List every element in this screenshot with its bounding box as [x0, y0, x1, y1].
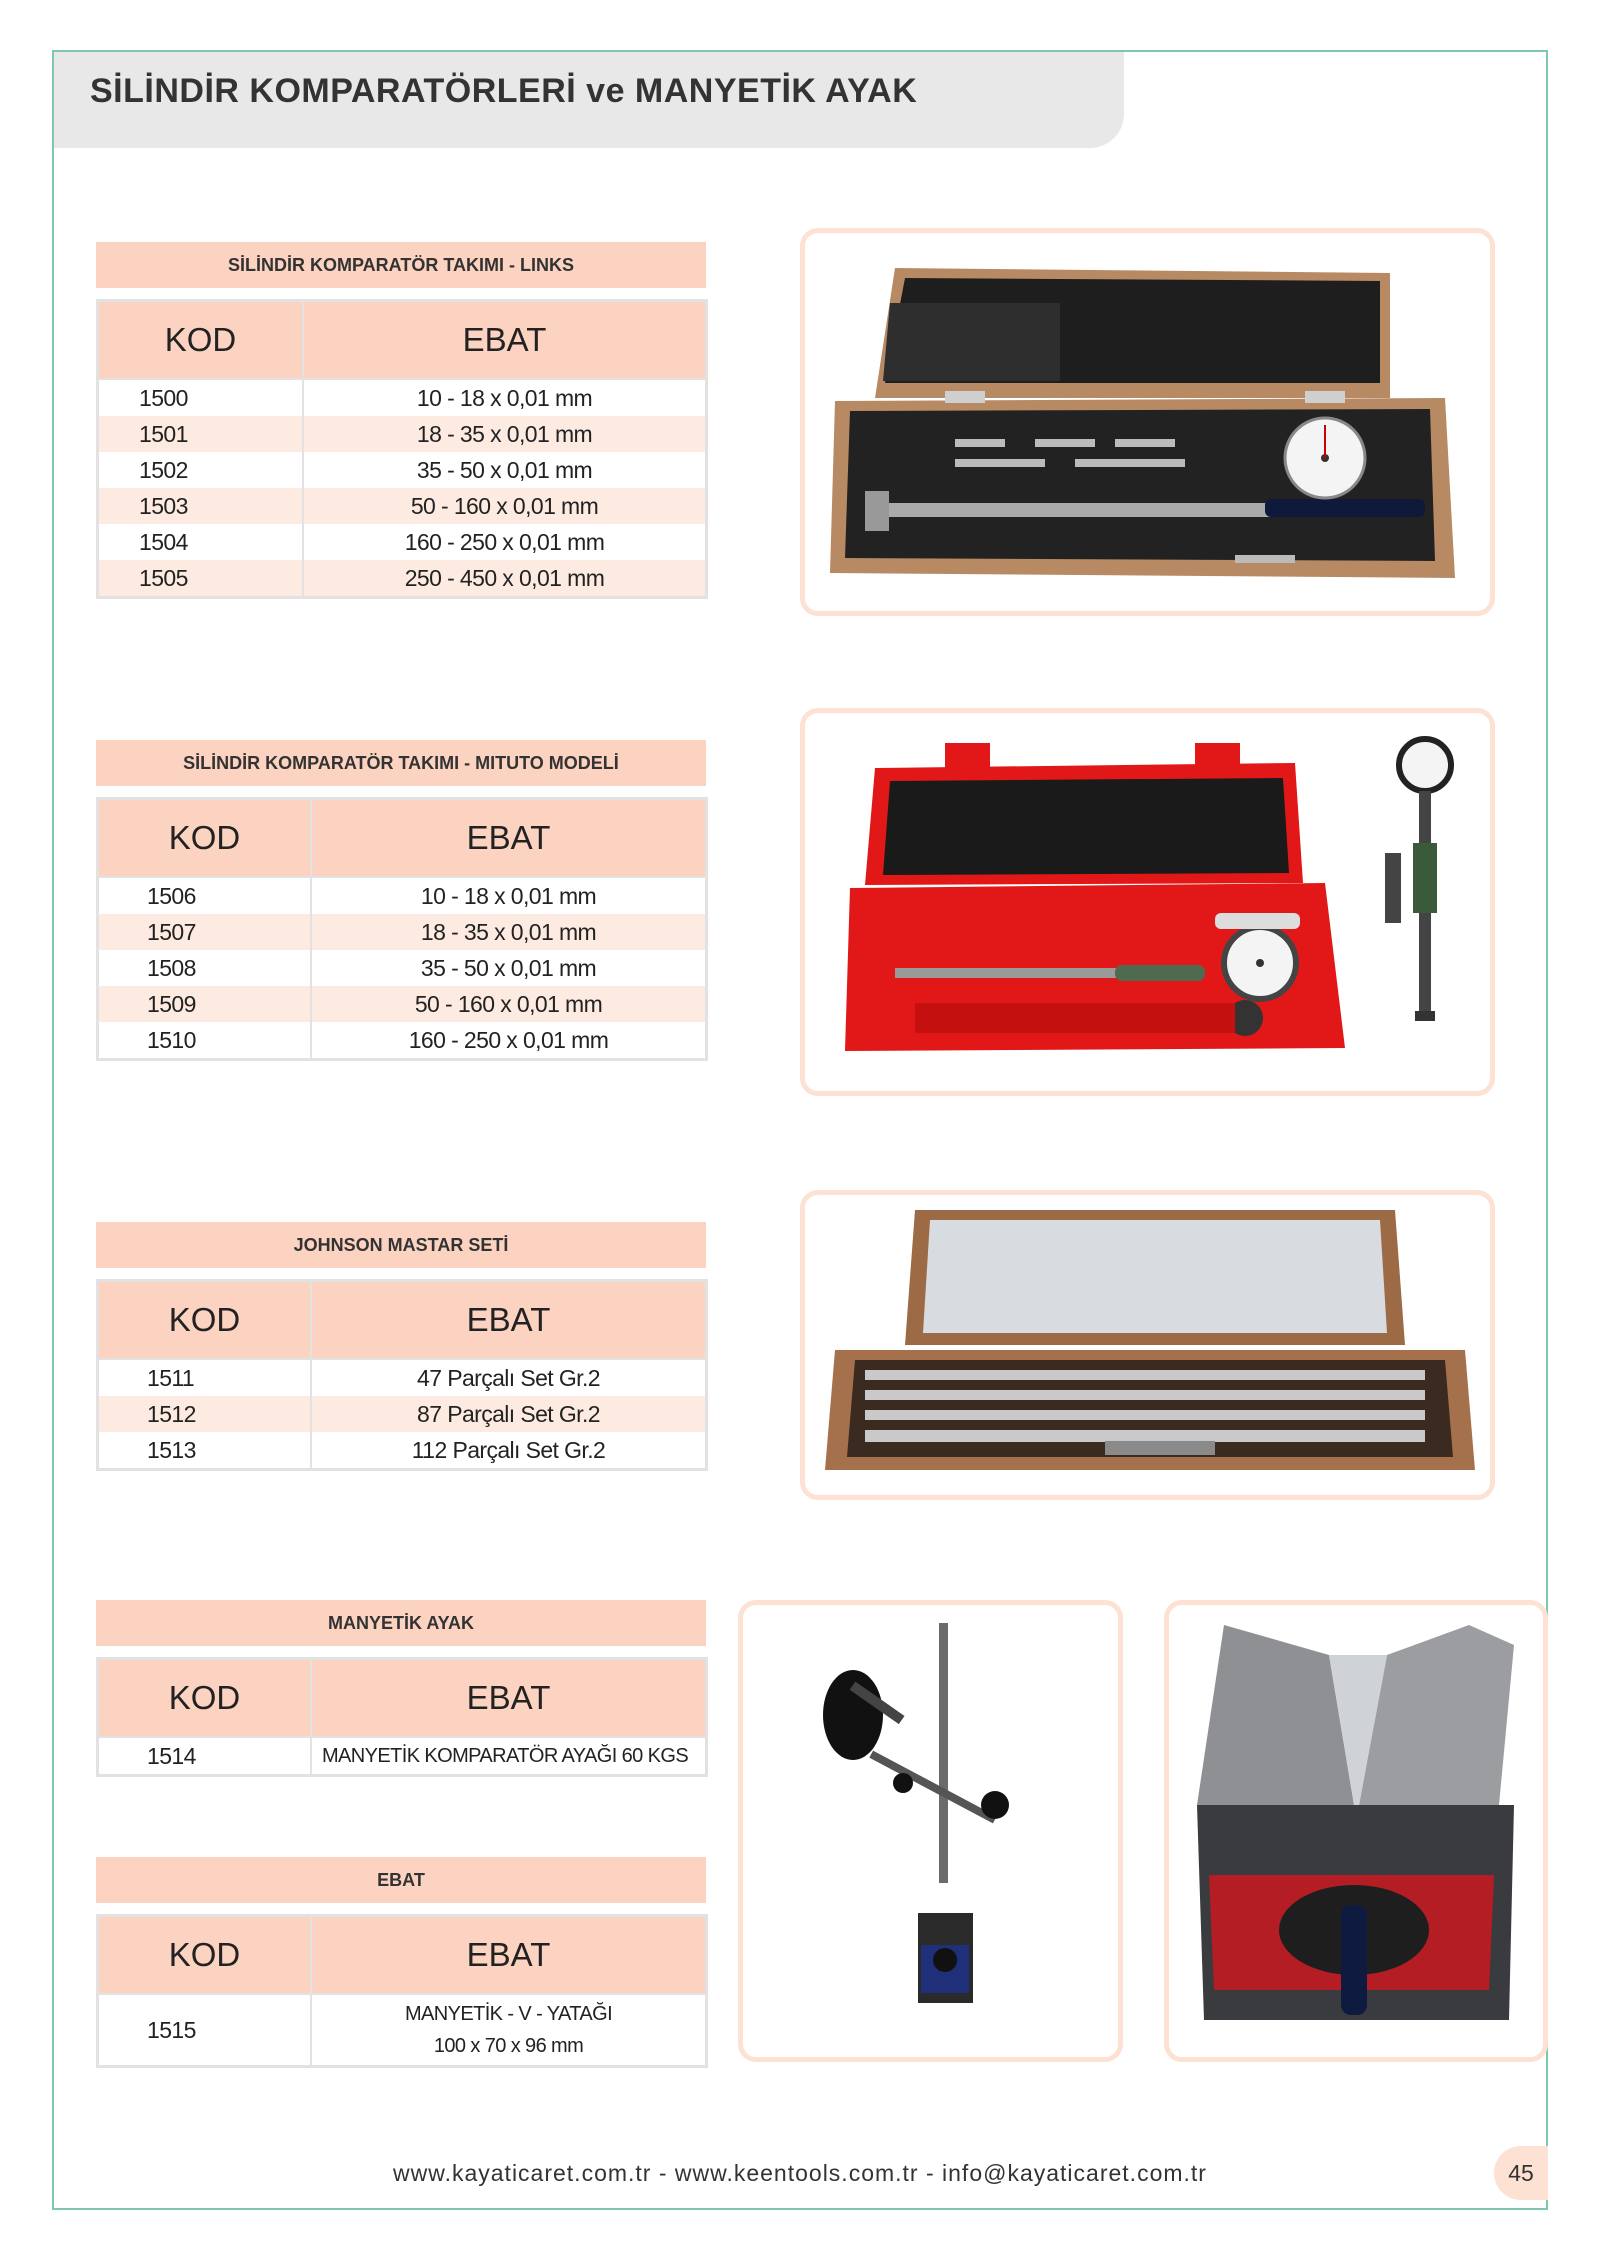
table-row: [98, 986, 707, 1022]
kod-cell: 1504: [98, 524, 304, 560]
kod-cell: 1508: [98, 950, 312, 986]
product-photo-mituto-bore-gauge-set: [800, 708, 1495, 1096]
table-row: [98, 1432, 707, 1470]
column-header-ebat: EBAT: [311, 1281, 707, 1360]
kod-cell: 1514: [98, 1737, 312, 1776]
column-header-kod: KOD: [98, 1916, 312, 1995]
kod-cell: 1515: [98, 1994, 312, 2067]
ebat-cell: 35 - 50 x 0,01 mm: [311, 950, 707, 986]
spec-table-manyetik-ayak: [96, 1657, 708, 1777]
column-header-kod: KOD: [98, 1659, 312, 1738]
table-row: [98, 560, 707, 598]
table-row: [98, 488, 707, 524]
spec-table-links: [96, 299, 708, 599]
table-row: [98, 416, 707, 452]
ebat-cell: 160 - 250 x 0,01 mm: [303, 524, 707, 560]
page-title: SİLİNDİR KOMPARATÖRLERİ ve MANYETİK AYAK: [90, 72, 918, 110]
page-number: 45: [1494, 2146, 1548, 2200]
kod-cell: 1506: [98, 877, 312, 914]
kod-cell: 1511: [98, 1359, 312, 1396]
product-photo-johnson-gauge-block-set: [800, 1190, 1495, 1500]
ebat-cell: 18 - 35 x 0,01 mm: [311, 914, 707, 950]
magnetic-stand-image: [743, 1605, 1118, 2057]
ebat-cell: 50 - 160 x 0,01 mm: [311, 986, 707, 1022]
table-title-mituto: SİLİNDİR KOMPARATÖR TAKIMI - MITUTO MODELİ: [96, 740, 706, 786]
product-photo-links-bore-gauge-set: [800, 228, 1495, 616]
table-row: [98, 1994, 707, 2067]
column-header-kod: KOD: [98, 799, 312, 878]
table-row: [98, 914, 707, 950]
ebat-cell: 47 Parçalı Set Gr.2: [311, 1359, 707, 1396]
table-title-links: SİLİNDİR KOMPARATÖR TAKIMI - LINKS: [96, 242, 706, 288]
ebat-cell: 10 - 18 x 0,01 mm: [311, 877, 707, 914]
spec-table-mituto: [96, 797, 708, 1061]
kod-cell: 1513: [98, 1432, 312, 1470]
kod-cell: 1510: [98, 1022, 312, 1060]
spec-table-johnson: [96, 1279, 708, 1471]
ebat-cell: [311, 1994, 707, 2067]
kod-cell: 1512: [98, 1396, 312, 1432]
column-header-ebat: EBAT: [303, 301, 707, 380]
table-row: [98, 1022, 707, 1060]
ebat-cell: 50 - 160 x 0,01 mm: [303, 488, 707, 524]
kod-cell: 1507: [98, 914, 312, 950]
kod-cell: 1505: [98, 560, 304, 598]
footer-contact-text: www.kayaticaret.com.tr - www.keentools.com.tr - info@kayaticaret.com.tr: [393, 2160, 1207, 2186]
ebat-line-1: MANYETİK - V - YATAĞI: [404, 2003, 613, 2025]
spec-table-v-yatagi: [96, 1914, 708, 2068]
ebat-cell: 35 - 50 x 0,01 mm: [303, 452, 707, 488]
bore-gauge-red-case-image: [805, 713, 1490, 1091]
ebat-line-2: 100 x 70 x 96 mm: [433, 2035, 584, 2057]
ebat-cell: 10 - 18 x 0,01 mm: [303, 379, 707, 416]
table-row: [98, 452, 707, 488]
product-photo-magnetic-stand: [738, 1600, 1123, 2062]
ebat-cell: 87 Parçalı Set Gr.2: [311, 1396, 707, 1432]
table-title-ebat: EBAT: [96, 1857, 706, 1903]
kod-cell: 1509: [98, 986, 312, 1022]
ebat-cell: 250 - 450 x 0,01 mm: [303, 560, 707, 598]
table-row: [98, 1737, 707, 1776]
product-photo-magnetic-v-block: [1164, 1600, 1548, 2062]
table-row: [98, 877, 707, 914]
bore-gauge-wooden-case-image: [805, 233, 1490, 611]
table-title-johnson: JOHNSON MASTAR SETİ: [96, 1222, 706, 1268]
ebat-cell: 18 - 35 x 0,01 mm: [303, 416, 707, 452]
kod-cell: 1502: [98, 452, 304, 488]
kod-cell: 1500: [98, 379, 304, 416]
table-row: [98, 1359, 707, 1396]
kod-cell: 1501: [98, 416, 304, 452]
kod-cell: 1503: [98, 488, 304, 524]
column-header-ebat: EBAT: [311, 1659, 707, 1738]
magnetic-v-block-image: [1169, 1605, 1543, 2057]
gauge-block-set-image: [805, 1195, 1490, 1495]
ebat-cell: 160 - 250 x 0,01 mm: [311, 1022, 707, 1060]
table-row: [98, 950, 707, 986]
table-row: [98, 379, 707, 416]
table-row: [98, 1396, 707, 1432]
column-header-kod: KOD: [98, 1281, 312, 1360]
table-title-manyetik-ayak: MANYETİK AYAK: [96, 1600, 706, 1646]
column-header-ebat: EBAT: [311, 1916, 707, 1995]
column-header-ebat: EBAT: [311, 799, 707, 878]
column-header-kod: KOD: [98, 301, 304, 380]
ebat-cell: MANYETİK KOMPARATÖR AYAĞI 60 KGS: [311, 1737, 707, 1776]
table-row: [98, 524, 707, 560]
ebat-cell: 112 Parçalı Set Gr.2: [311, 1432, 707, 1470]
